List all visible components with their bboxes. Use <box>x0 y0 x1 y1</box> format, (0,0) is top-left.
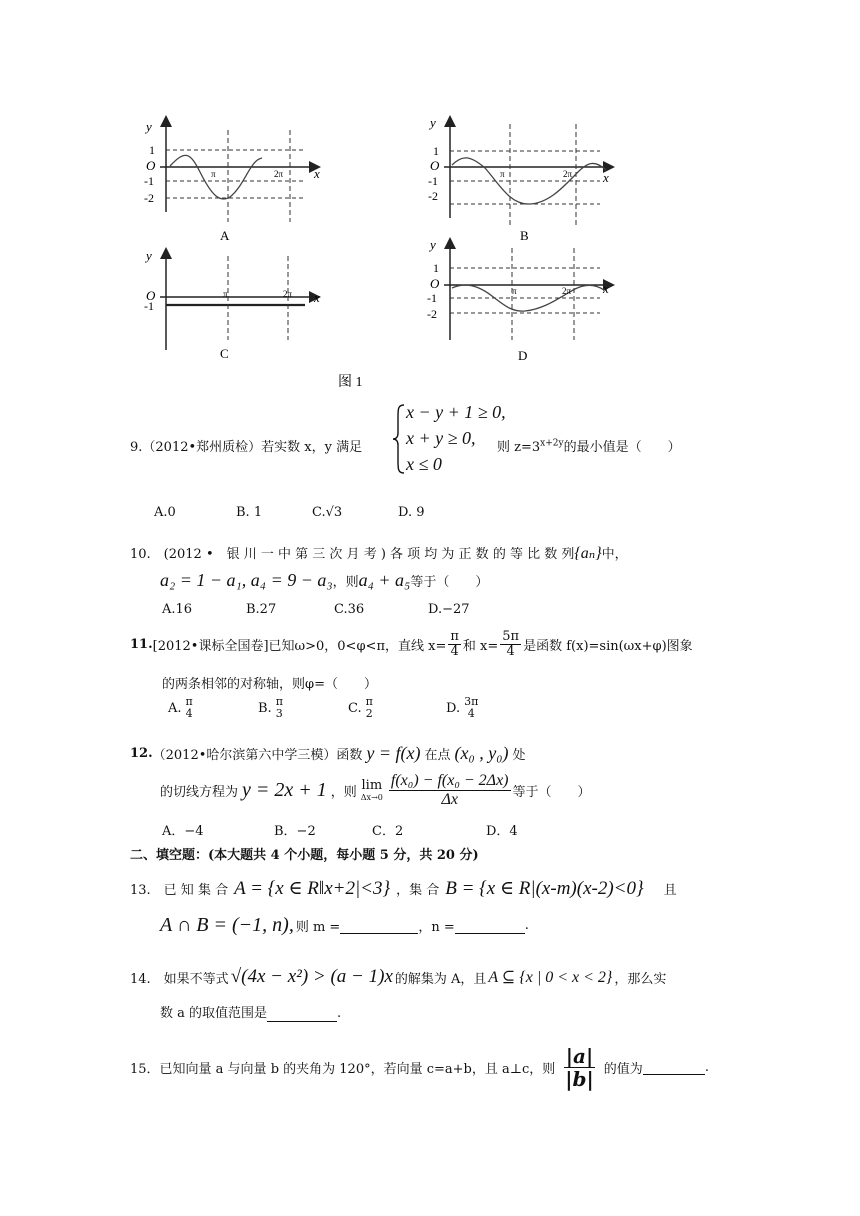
x-tick-b-pi: π <box>500 169 505 179</box>
function-graphs-figure <box>0 0 860 400</box>
y-tick-c-neg1: -1 <box>144 299 154 313</box>
x-tick-d-2pi: 2π <box>562 286 572 296</box>
x-tick-b-2pi: 2π <box>563 169 573 179</box>
y-axis-label-c: y <box>146 248 152 263</box>
x-tick-a-2pi: 2π <box>274 169 284 179</box>
y-axis-label-d: y <box>430 237 436 252</box>
q15-stem: 15．已知向量 a 与向量 b 的夹角为 120°，若向量 c=a+b，且 a⊥c，则 $\frac{|a|}{|b|}$ 的值为 . <box>130 1043 709 1091</box>
graph-panel-c <box>144 248 320 361</box>
q10-option-d: D.−27 <box>428 602 470 617</box>
q10-condition: a₂ = 1 − a₁, a₄ = 9 − a₃，则a₄ + a₅等于（ ） <box>160 570 489 590</box>
q9-option-a: A.0 <box>154 505 176 520</box>
y-axis-label-a: y <box>146 119 152 134</box>
x-tick-c-2pi: 2π <box>283 289 293 299</box>
panel-label-a: A <box>220 228 230 243</box>
q15-answer-blank[interactable] <box>643 1059 705 1075</box>
x-axis-label-b: x <box>603 170 609 185</box>
q14-stem: 14. 如果不等式 √(4x − x²) > (a − 1)x 的解集为 A，且 A ⊆ {x | 0 < x < 2} ，那么实 <box>130 966 667 987</box>
origin-label-c: O <box>146 288 156 303</box>
q9-stem: 9.（2012•郑州质检）若实数 x，y 满足 <box>130 440 363 455</box>
y-tick-a-1: 1 <box>149 143 155 157</box>
origin-label-b: O <box>430 158 440 173</box>
y-tick-b-1: 1 <box>433 144 439 158</box>
q12-option-b: B．−2 <box>274 824 316 839</box>
q13-line2: A ∩ B = (−1, n), 则 m = ，n = . <box>160 914 529 936</box>
x-tick-c-pi: π <box>223 289 228 299</box>
y-axis-label-b: y <box>430 115 436 130</box>
y-tick-d-neg2: -2 <box>427 307 437 321</box>
graph-panel-d <box>427 237 612 363</box>
y-tick-a-neg2: -2 <box>144 191 154 205</box>
q13-stem: 13. 已 知 集 合 A = {x ∈ R‖x+2|<3} ，集 合 B = {x ∈ R|(x-m)(x-2)<0} 且 <box>130 878 677 899</box>
q12-stem: 12. （2012•哈尔滨第六中学三模）函数 y = f(x) 在点 (x₀ , y₀) 处 <box>130 743 526 763</box>
q10-option-c: C.36 <box>334 602 365 617</box>
q9-brace <box>392 403 406 475</box>
x-axis-label-c: x <box>314 290 320 305</box>
y-tick-d-neg1: -1 <box>427 291 437 305</box>
q9-condition-3: x ≤ 0 <box>406 454 442 474</box>
q11-option-a: A. π 4 <box>168 695 193 721</box>
x-axis-label-d: x <box>603 281 609 296</box>
y-tick-a-neg1: -1 <box>144 174 154 188</box>
x-tick-d-pi: π <box>512 286 517 296</box>
q9-condition-2: x + y ≥ 0, <box>406 428 476 448</box>
panel-label-c: C <box>220 346 229 361</box>
origin-label-d: O <box>430 276 440 291</box>
q11-stem: 11. [2012•课标全国卷]已知ω>0，0<φ<π，直线 x= $\frac{\pi}{4}$ 和 x= $\frac{5\pi}{4}$ 是函数 f(x)=sin(ωx+φ)图象 <box>130 629 693 660</box>
panel-label-b: B <box>520 228 529 243</box>
q11-line2: 的两条相邻的对称轴，则φ=（ ） <box>162 677 377 692</box>
q12-option-c: C．2 <box>372 824 404 839</box>
q12-option-a: A．−4 <box>162 824 204 839</box>
x-axis-label-a: x <box>314 166 320 181</box>
q9-option-c: C.√3 <box>312 505 343 520</box>
q9-ask: 则 $z=3^{x+2y}$的最小值是（ ） <box>497 438 681 455</box>
x-tick-a-pi: π <box>211 169 216 179</box>
graph-panel-a <box>144 118 320 243</box>
q11-option-d: D. 3π 4 <box>446 695 479 721</box>
q13-answer-m-blank[interactable] <box>340 918 418 934</box>
q10-option-a: A.16 <box>162 602 193 617</box>
y-tick-d-1: 1 <box>433 261 439 275</box>
panel-label-d: D <box>518 348 528 363</box>
section-2-heading: 二、填空题：(本大题共 4 个小题，每小题 5 分，共 20 分) <box>130 848 479 863</box>
graph-panel-b <box>428 115 612 243</box>
q9-option-b: B. 1 <box>236 505 263 520</box>
q9-option-d: D. 9 <box>398 505 425 520</box>
q9-condition-1: x − y + 1 ≥ 0, <box>406 402 506 422</box>
q12-option-d: D．4 <box>486 824 518 839</box>
q11-option-c: C. π 2 <box>348 695 373 721</box>
q10-option-b: B.27 <box>246 602 277 617</box>
q11-option-b: B. π 3 <box>258 695 283 721</box>
q13-answer-n-blank[interactable] <box>455 918 525 934</box>
q14-line2: 数 a 的取值范围是 . <box>160 1006 342 1021</box>
figure-caption: 图 1 <box>338 375 363 390</box>
q14-answer-blank[interactable] <box>267 1006 337 1022</box>
origin-label-a: O <box>146 158 156 173</box>
y-tick-b-neg2: -2 <box>428 189 438 203</box>
q12-line2: 的切线方程为 y = 2x + 1 ，则 lim Δx→0 $\frac{\text{f(x₀) − f(x₀ − 2Δx)}}{\Delta x}$ 等于（ ） <box>160 772 591 808</box>
y-tick-b-neg1: -1 <box>428 174 438 188</box>
q10-stem: 10. (2012 • 银 川 一 中 第 三 次 月 考 ) 各 项 均 为 正 数 的 等 比 数 列{aₙ}中， <box>130 545 628 562</box>
